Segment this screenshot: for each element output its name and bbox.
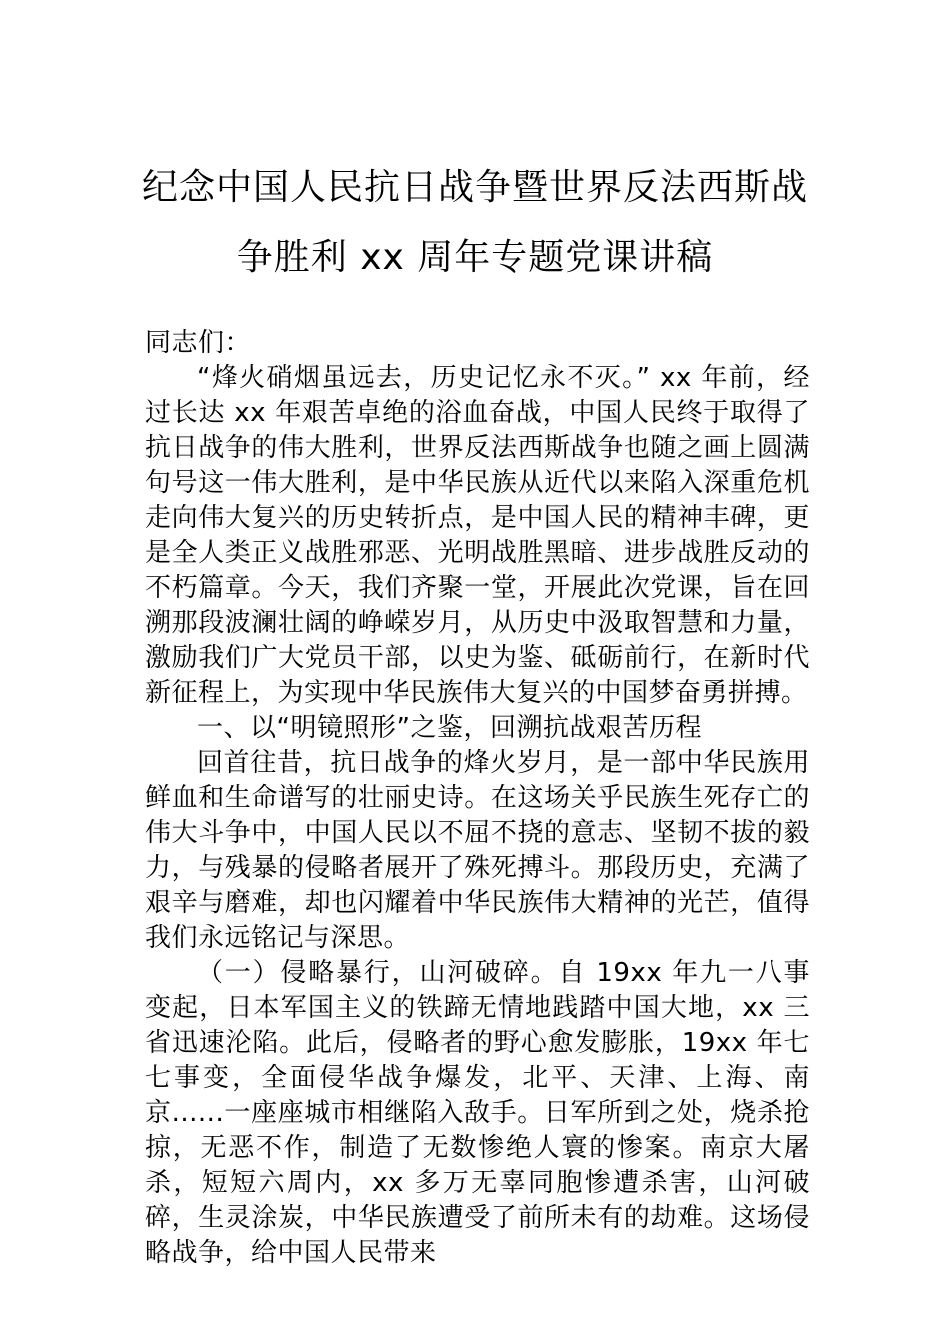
paragraph-invasion: （一）侵略暴行，山河破碎。自 19xx 年九一八事变起，日本军国主义的铁蹄无情地践踏中国大地，xx 三省迅速沦陷。此后，侵略者的野心愈发膨胀，19xx 年七七事变，全面侵华战争爆发，北平、天津、上海、南京......一座座城市相继陷入敌手。日军所到之处，烧杀抢掠，无恶不作，制造了无数惨绝人寰的惨案。南京大屠杀，短短六周内，xx 多万无辜同胞惨遭杀害，山河破碎，生灵涂炭，中华民族遭受了前所未有的劫难。这场侵略战争，给中国人民带来 bbox=[145, 958, 810, 1268]
paragraph-review: 回首往昔，抗日战争的烽火岁月，是一部中华民族用鲜血和生命谱写的壮丽史诗。在这场关乎民族生死存亡的伟大斗争中，中国人民以不屈不挠的意志、坚韧不拔的毅力，与残暴的侵略者展开了殊死搏斗。那段历史，充满了艰辛与磨难，却也闪耀着中华民族伟大精神的光芒，值得我们永远铭记与深思。 bbox=[145, 748, 810, 953]
salutation: 同志们： bbox=[145, 328, 252, 358]
paragraph-intro: “烽火硝烟虽远去，历史记忆永不灭。” xx 年前，经过长达 xx 年艰苦卓绝的浴血奋战，中国人民终于取得了抗日战争的伟大胜利，世界反法西斯战争也随之画上圆满句号这一伟大胜利，是中华民族从近代以来陷入深重危机走向伟大复兴的历史转折点，是中国人民的精神丰碑，更是全人类正义战胜邪恶、光明战胜黑暗、进步战胜反动的不朽篇章。今天，我们齐聚一堂，开展此次党课，旨在回溯那段波澜壮阔的峥嵘岁月，从历史中汲取智慧和力量，激励我们广大党员干部，以史为鉴、砥砺前行，在新时代新征程上，为实现中华民族伟大复兴的中国梦奋勇拼搏。 bbox=[145, 363, 810, 708]
section-heading-1: 一、以“明镜照形”之鉴，回溯抗战艰苦历程 bbox=[197, 713, 702, 743]
document-body bbox=[145, 326, 810, 1271]
document-title-line-1: 纪念中国人民抗日战争暨世界反法西斯战 bbox=[141, 167, 808, 208]
document-title-line-2: 争胜利 xx 周年专题党课讲稿 bbox=[236, 237, 714, 278]
